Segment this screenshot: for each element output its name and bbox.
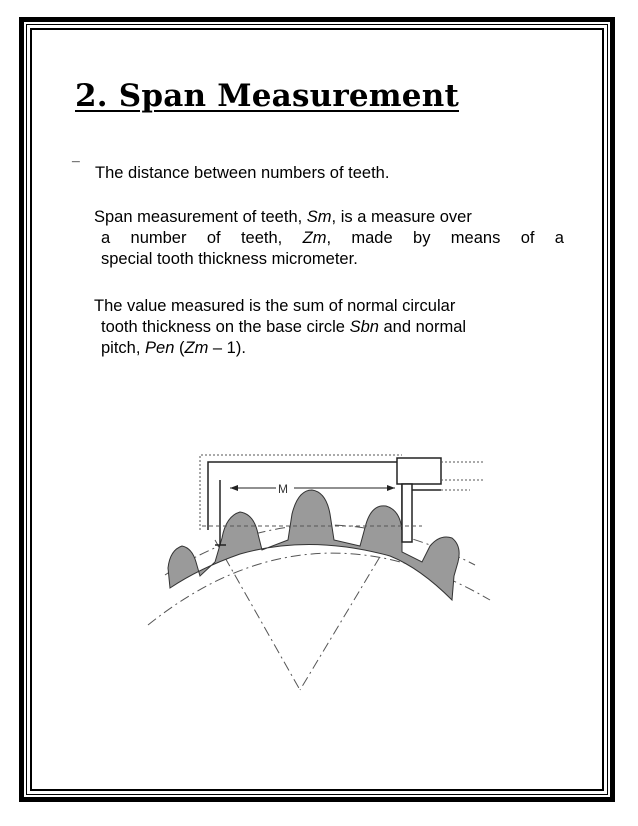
span-measurement-diagram [140,450,500,710]
center-line-right [300,540,390,690]
para1-line1: Span measurement of teeth, Sm, is a measure over [94,208,472,226]
para2-line2: tooth thickness on the base circle Sbn and normal [101,318,467,336]
para1-line3: special tooth thickness micrometer. [101,250,358,268]
gear-body [168,490,459,600]
micrometer-sleeve [441,462,485,490]
section-heading: 2. Span Measurement [75,78,459,114]
micrometer-spindle [402,484,412,542]
para2-line3: pitch, Pen (Zm – 1). [101,339,246,357]
dimension-arrow-left [230,485,238,491]
measured-value-paragraph [94,296,564,359]
para1-line2: a number of teeth, Zm, made by means of a [101,229,564,247]
center-line-left [215,540,300,690]
span-definition-paragraph [94,207,564,270]
bullet-marker: ¯ [72,159,80,175]
intro-text: The distance between numbers of teeth. [95,164,390,182]
para2-line1: The value measured is the sum of normal circular [94,297,456,315]
dimension-arrow-right [387,485,395,491]
micrometer-barrel [397,458,441,484]
dimension-label: M [278,482,288,496]
